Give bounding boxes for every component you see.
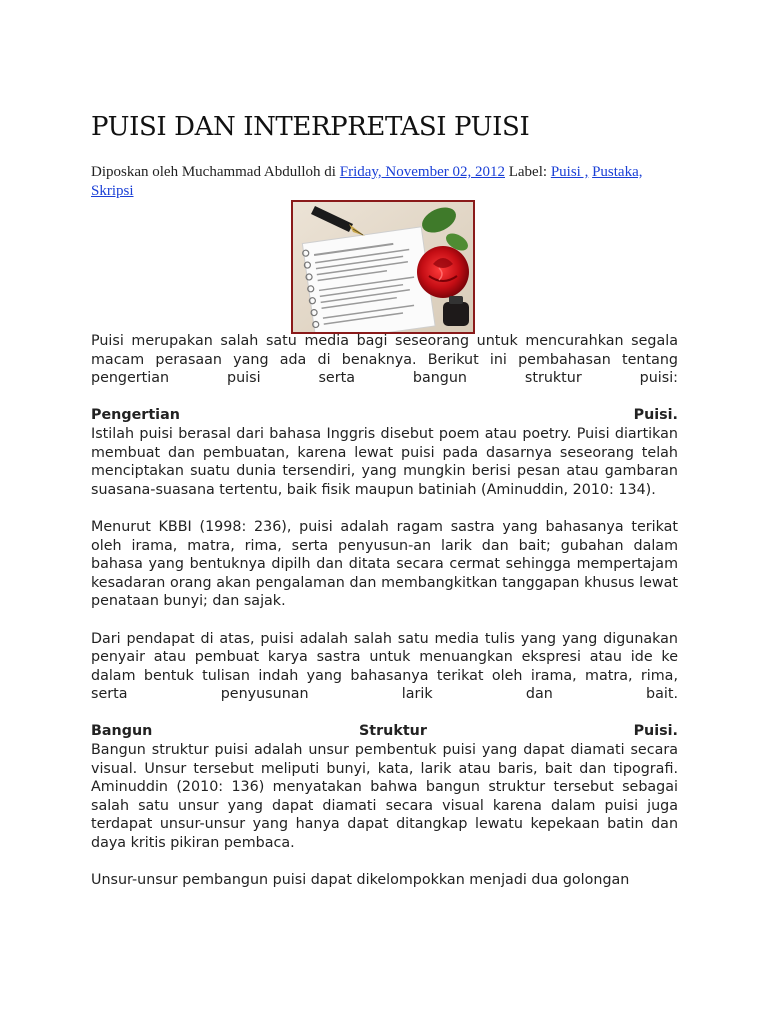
heading-word: Puisi. (633, 407, 678, 424)
paragraph: Menurut KBBI (1998: 236), puisi adalah ragam sastra yang bahasanya terikat oleh irama, matra, rima, serta penyusun-an larik dan bait; gubahan dalam bahasa yang bentuknya dipilh dan ditata secara cermat sehingga mempertajam kesadaran orang akan pengalaman dan membangkitkan tanggapan khusus lewat penataan bunyi; dan sajak. (91, 518, 678, 610)
author-line: Diposkan oleh Muchammad Abdulloh di (91, 164, 340, 180)
paragraph: Bangun struktur puisi adalah unsur pembentuk puisi yang dapat diamati secara visual. Unsur tersebut meliputi bunyi, kata, larik atau baris, bait dan tipografi. Aminuddin (2010: 136) menyatakan bahwa bangun struktur tersebut sebagai salah satu unsur yang dapat diamati secara visual karena dalam puisi juga terdapat unsur-unsur yang hanya dapat ditangkap lewatu kepekaan batin dan daya kritis pikiran pembaca. (91, 742, 678, 852)
section-bangun-struktur (91, 722, 678, 852)
post-title: PUISI DAN INTERPRETASI PUISI (91, 112, 530, 142)
poem-pen-rose-image (291, 200, 475, 334)
label-link-skripsi[interactable]: Skripsi (91, 183, 134, 199)
paragraph: Istilah puisi berasal dari bahasa Inggris disebut poem atau poetry. Puisi diartikan membuat dan pembuatan, karena lewat puisi pada dasarnya seseorang telah menciptakan suatu dunia tersendiri, yang mungkin berisi pesan atau gambaran suasana-suasana tertentu, baik fisik maupun batiniah (Aminuddin, 2010: 134). (91, 425, 678, 498)
section-heading (91, 722, 678, 741)
post-body (91, 332, 678, 908)
heading-word: Struktur (358, 723, 427, 740)
intro-paragraph: Puisi merupakan salah satu media bagi seseorang untuk mencurahkan segala macam perasaan yang ada di benaknya. Berikut ini pembahasan tentang pengertian puisi serta bangun struktur puisi: (91, 333, 678, 387)
post-date-link[interactable]: Friday, November 02, 2012 (339, 164, 505, 180)
post-meta (91, 163, 651, 201)
heading-word: Puisi. (633, 723, 678, 740)
paragraph: Dari pendapat di atas, puisi adalah salah satu media tulis yang yang digunakan penyair atau pembuat karya sastra untuk menuangkan ekspresi atau ide ke dalam bentuk tulisan indah yang bahasanya terikat oleh irama, matra, rima, serta penyusunan larik dan bait. (91, 630, 678, 703)
section-pengertian (91, 406, 678, 499)
label-link-pustaka[interactable]: Pustaka, (592, 164, 643, 180)
paragraph: Unsur-unsur pembangun puisi dapat dikelompokkan menjadi dua golongan (91, 872, 630, 889)
label-prefix: Label: (504, 164, 551, 180)
heading-word: Bangun (91, 723, 153, 740)
label-link-puisi[interactable]: Puisi , (550, 164, 589, 180)
heading-word: Pengertian (91, 407, 180, 424)
section-heading (91, 406, 678, 425)
poem-illustration (293, 202, 473, 332)
